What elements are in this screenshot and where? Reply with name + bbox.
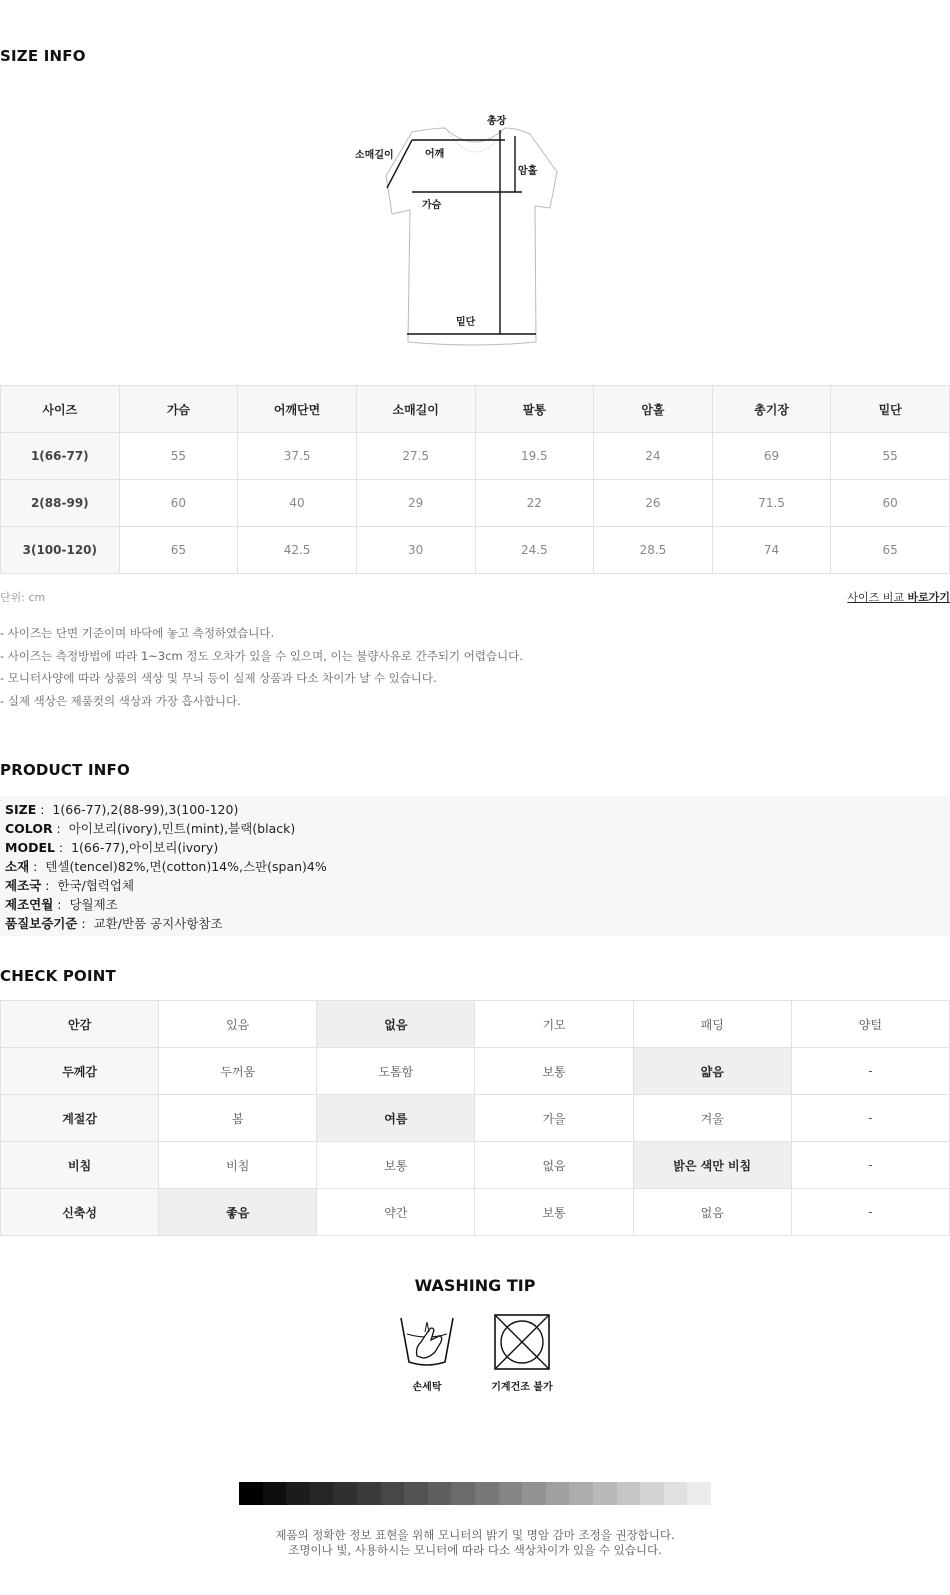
tshirt-measure-diagram — [350, 110, 570, 350]
check-point-option: 겨울 — [633, 1095, 791, 1142]
label-sleeve-length: 소매길이 — [355, 150, 394, 161]
check-point-label: 두께감 — [1, 1048, 159, 1095]
product-info-value: 아이보리(ivory),민트(mint),블랙(black) — [68, 821, 296, 836]
table-cell: 40 — [238, 480, 357, 527]
product-info-label: 품질보증기준 — [5, 916, 78, 931]
check-point-option: 봄 — [159, 1095, 317, 1142]
table-cell: 71.5 — [712, 480, 831, 527]
check-point-option-selected: 얇음 — [633, 1048, 791, 1095]
monitor-notice-line: 조명이나 빛, 사용하시는 모니터에 따라 다소 색상차이가 있을 수 있습니다. — [288, 1543, 662, 1557]
table-cell: 69 — [712, 433, 831, 480]
gray-swatch — [687, 1482, 711, 1505]
check-point-option: 가을 — [475, 1095, 633, 1142]
product-info-label: MODEL — [5, 840, 55, 855]
table-cell: 37.5 — [238, 433, 357, 480]
check-point-label: 안감 — [1, 1001, 159, 1048]
check-point-label: 신축성 — [1, 1189, 159, 1236]
monitor-notice — [0, 1528, 950, 1558]
size-info-title: SIZE INFO — [0, 47, 86, 65]
product-info-label: 제조국 — [5, 878, 42, 893]
table-row — [1, 527, 950, 574]
hand-wash-icon — [397, 1312, 457, 1372]
table-row — [1, 1189, 950, 1236]
check-point-option: 보통 — [475, 1048, 633, 1095]
product-info-title: PRODUCT INFO — [0, 761, 130, 779]
garment-diagram — [350, 110, 570, 350]
header-cell: 사이즈 — [1, 386, 120, 433]
table-cell: 60 — [831, 480, 950, 527]
washing-tip-title: WASHING TIP — [414, 1276, 536, 1295]
table-row — [1, 1048, 950, 1095]
table-cell: 29 — [356, 480, 475, 527]
product-info-value: 1(66-77),아이보리(ivory) — [71, 840, 219, 855]
no-tumble-dry-item — [482, 1312, 562, 1393]
label-chest: 가슴 — [422, 200, 442, 211]
table-cell: 55 — [831, 433, 950, 480]
hand-wash-item — [387, 1312, 467, 1393]
no-tumble-dry-label: 기계건조 불가 — [491, 1382, 553, 1393]
gray-swatch — [333, 1482, 357, 1505]
gray-swatch — [664, 1482, 688, 1505]
table-cell: 55 — [119, 433, 238, 480]
gray-swatch — [381, 1482, 405, 1505]
gray-swatch — [617, 1482, 641, 1505]
check-point-option: 두꺼움 — [159, 1048, 317, 1095]
check-point-option: 보통 — [317, 1142, 475, 1189]
size-notes — [0, 622, 523, 712]
gray-swatch — [593, 1482, 617, 1505]
gray-swatch — [428, 1482, 452, 1505]
hand-wash-label: 손세탁 — [412, 1382, 442, 1393]
gray-swatch — [310, 1482, 334, 1505]
table-cell: 65 — [119, 527, 238, 574]
header-cell: 팔통 — [475, 386, 594, 433]
product-info-label: 소재 — [5, 859, 30, 874]
table-cell: 22 — [475, 480, 594, 527]
check-point-option: 기모 — [475, 1001, 633, 1048]
check-point-label: 계절감 — [1, 1095, 159, 1142]
table-row — [1, 1001, 950, 1048]
label-armhole: 암홀 — [518, 166, 538, 177]
gray-swatch — [475, 1482, 499, 1505]
product-info-label: 제조연월 — [5, 897, 54, 912]
monitor-gray-scale — [239, 1482, 711, 1505]
check-point-option: 양털 — [791, 1001, 949, 1048]
size-table — [0, 385, 950, 574]
product-info-value: 텐셀(tencel)82%,면(cotton)14%,스판(span)4% — [45, 859, 327, 874]
product-info-value: 1(66-77),2(88-99),3(100-120) — [52, 802, 239, 817]
size-compare-go[interactable]: 바로가기 — [907, 591, 950, 604]
note-line: - 사이즈는 측정방법에 따라 1~3cm 정도 오차가 있을 수 있으며, 이는 불량사유로 간주되기 어렵습니다. — [0, 648, 523, 663]
product-info-row: MODEL : 1(66-77),아이보리(ivory) — [5, 840, 219, 855]
no-tumble-dry-icon — [492, 1312, 552, 1372]
product-info-label: COLOR — [5, 821, 53, 836]
product-info-row: COLOR : 아이보리(ivory),민트(mint),블랙(black) — [5, 821, 296, 836]
table-cell: 42.5 — [238, 527, 357, 574]
gray-swatch — [546, 1482, 570, 1505]
check-point-option: 도톰함 — [317, 1048, 475, 1095]
table-cell: 19.5 — [475, 433, 594, 480]
table-cell: 27.5 — [356, 433, 475, 480]
table-cell: 26 — [594, 480, 713, 527]
table-cell: 28.5 — [594, 527, 713, 574]
table-cell: 30 — [356, 527, 475, 574]
table-cell: 65 — [831, 527, 950, 574]
product-info-value: 교환/반품 공지사항참조 — [93, 916, 223, 931]
check-point-table — [0, 1000, 950, 1236]
gray-swatch — [640, 1482, 664, 1505]
gray-swatch — [451, 1482, 475, 1505]
gray-swatch — [263, 1482, 287, 1505]
check-point-option: 비침 — [159, 1142, 317, 1189]
check-point-option-selected: 좋음 — [159, 1189, 317, 1236]
gray-swatch — [357, 1482, 381, 1505]
check-point-label: 비침 — [1, 1142, 159, 1189]
product-info-row: 제조연월 : 당월제조 — [5, 897, 118, 912]
product-info-row: 제조국 : 한국/협력업체 — [5, 878, 135, 893]
check-point-option: 있음 — [159, 1001, 317, 1048]
header-cell: 가슴 — [119, 386, 238, 433]
check-point-option-selected: 여름 — [317, 1095, 475, 1142]
table-cell: 24.5 — [475, 527, 594, 574]
table-cell: 24 — [594, 433, 713, 480]
note-line: - 사이즈는 단면 기준이며 바닥에 놓고 측정하였습니다. — [0, 626, 275, 640]
table-row — [1, 1142, 950, 1189]
note-line: - 모니터사양에 따라 상품의 색상 및 무늬 등이 실제 상품과 다소 차이가 날 수 있습니다. — [0, 671, 437, 685]
table-row — [1, 433, 950, 480]
header-cell: 어깨단면 — [238, 386, 357, 433]
check-point-option: - — [791, 1095, 949, 1142]
size-table-header — [1, 386, 950, 433]
gray-swatch — [286, 1482, 310, 1505]
table-row — [1, 1095, 950, 1142]
check-point-option: 약간 — [317, 1189, 475, 1236]
label-hem: 밑단 — [456, 317, 476, 328]
check-point-option: - — [791, 1048, 949, 1095]
check-point-option: 패딩 — [633, 1001, 791, 1048]
product-info-row: 품질보증기준 : 교환/반품 공지사항참조 — [5, 916, 223, 931]
header-cell: 밑단 — [831, 386, 950, 433]
gray-swatch — [404, 1482, 428, 1505]
product-info-row: SIZE : 1(66-77),2(88-99),3(100-120) — [5, 802, 239, 817]
check-point-option-selected: 없음 — [317, 1001, 475, 1048]
size-label: 3(100-120) — [1, 527, 120, 574]
header-cell: 암홀 — [594, 386, 713, 433]
table-cell: 60 — [119, 480, 238, 527]
product-info-label: SIZE — [5, 802, 37, 817]
gray-swatch — [522, 1482, 546, 1505]
check-point-option: 보통 — [475, 1189, 633, 1236]
check-point-title: CHECK POINT — [0, 967, 116, 985]
label-shoulder: 어깨 — [425, 149, 445, 160]
note-line: - 실제 색상은 제품컷의 색상과 가장 흡사합니다. — [0, 693, 241, 708]
product-info-box — [0, 796, 950, 936]
product-info-row: 소재 : 텐셀(tencel)82%,면(cotton)14%,스판(span)4% — [5, 859, 327, 874]
gray-swatch — [569, 1482, 593, 1505]
check-point-option: - — [791, 1142, 949, 1189]
check-point-option-selected: 밝은 색만 비침 — [633, 1142, 791, 1189]
unit-label: 단위: cm — [0, 591, 46, 604]
size-label: 1(66-77) — [1, 433, 120, 480]
header-cell: 총기장 — [712, 386, 831, 433]
product-info-value: 한국/협력업체 — [57, 878, 135, 893]
table-row — [1, 480, 950, 527]
check-point-option: 없음 — [633, 1189, 791, 1236]
gray-swatch — [239, 1482, 263, 1505]
table-cell: 74 — [712, 527, 831, 574]
check-point-option: - — [791, 1189, 949, 1236]
size-compare-link[interactable] — [847, 589, 950, 605]
gray-swatch — [499, 1482, 523, 1505]
size-compare-prefix: 사이즈 비교 — [847, 591, 908, 604]
check-point-option: 없음 — [475, 1142, 633, 1189]
product-info-value: 당월제조 — [69, 897, 118, 912]
header-cell: 소매길이 — [356, 386, 475, 433]
monitor-notice-line: 제품의 정확한 정보 표현을 위해 모니터의 밝기 및 명암 감마 조정을 권장합니다. — [275, 1528, 675, 1542]
label-total-length: 총장 — [487, 116, 507, 127]
size-label: 2(88-99) — [1, 480, 120, 527]
